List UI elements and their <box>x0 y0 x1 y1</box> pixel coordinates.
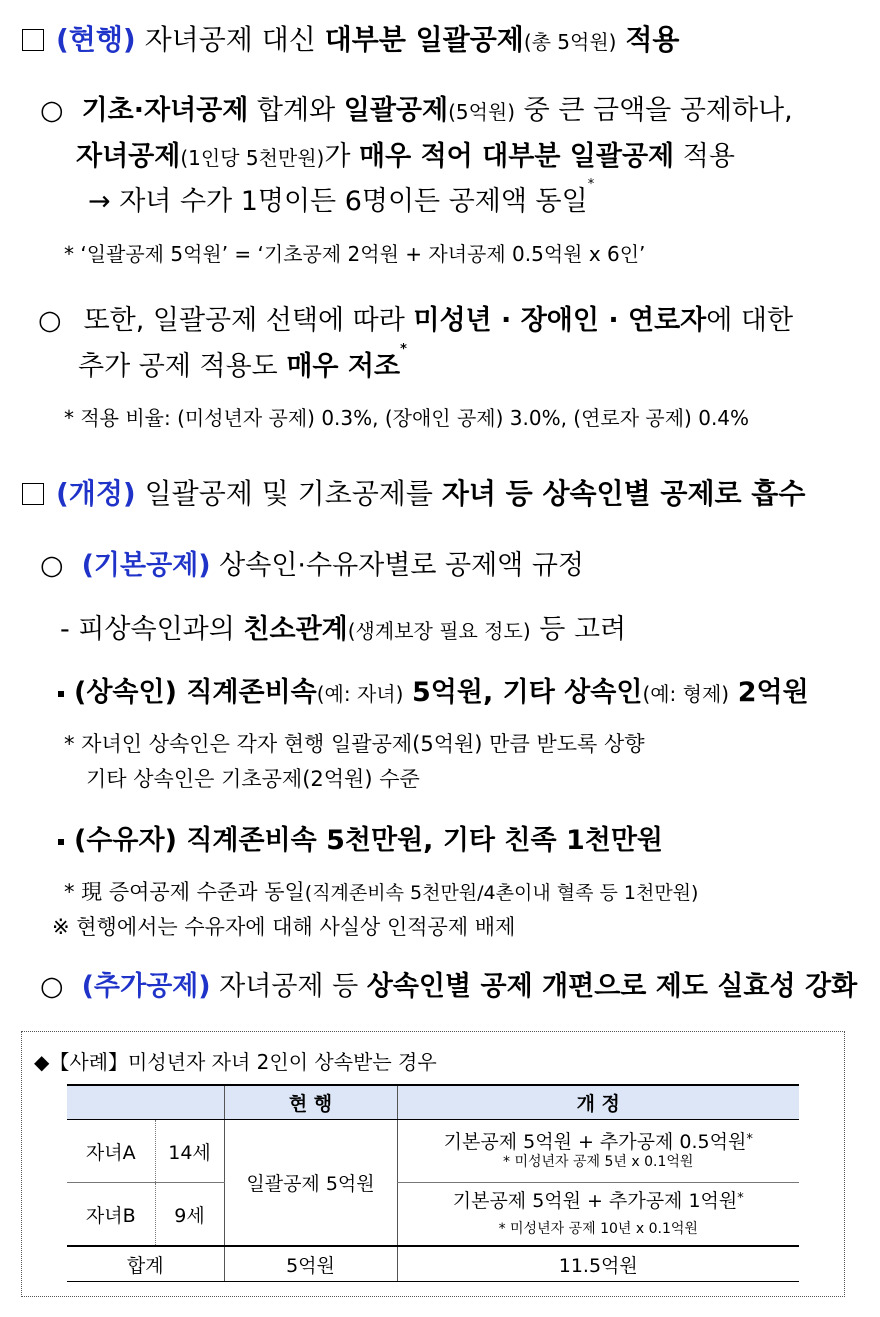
text-bold: 5억원, 기타 상속인 <box>412 677 643 708</box>
legatee-note1 <box>64 876 698 906</box>
heading-text: 일괄공제 및 기초공제를 <box>144 477 433 510</box>
text-small: (5억원) <box>448 100 516 124</box>
text-small: (생계보장 필요 정도) <box>347 619 531 643</box>
table-total-row <box>67 1246 799 1282</box>
revised-text: 기본공제 5억원 + 추가공제 0.5억원 <box>443 1131 747 1153</box>
tag-basic: (기본공제) <box>81 550 211 581</box>
child-a-revised <box>397 1120 799 1183</box>
case-title: ◆【사례】미성년자 자녀 2인이 상속받는 경우 <box>34 1050 437 1074</box>
revised-text: 기본공제 5억원 + 추가공제 1억원 <box>452 1190 738 1212</box>
total-revised: 11.5억원 <box>397 1246 799 1282</box>
section2-heading <box>22 472 805 512</box>
bullet2-line2 <box>78 344 407 383</box>
legatee-line <box>58 818 663 857</box>
child-b-revised <box>397 1183 799 1247</box>
bullet1-line3 <box>88 179 594 218</box>
heading-bold: 자녀 등 상속인별 공제로 흡수 <box>441 477 806 510</box>
circle-bullet-icon: ○ <box>40 971 64 1002</box>
footnote-mark: * <box>587 177 595 192</box>
table-row <box>67 1120 799 1183</box>
revised-note: * 미성년자 공제 10년 x 0.1억원 <box>498 1221 698 1237</box>
square-bullet-icon <box>58 839 64 845</box>
child-a-age: 14세 <box>155 1120 224 1183</box>
text: 가 <box>324 141 351 172</box>
text: 에 대한 <box>706 305 794 336</box>
circle-bullet-icon: ○ <box>40 550 64 581</box>
text-bold: 기초·자녀공제 <box>81 95 249 126</box>
text-bold: 친소관계 <box>243 614 348 645</box>
text-small: (직계존비속 5천만원/4촌이내 혈족 등 1천만원) <box>304 882 699 904</box>
text-bold: 일괄공제 <box>343 95 449 126</box>
heir-note1: * 자녀인 상속인은 각자 현행 일괄공제(5억원) 만큼 받도록 상향 <box>64 732 645 756</box>
text-bold: 자녀공제 <box>76 141 181 172</box>
heading-post: 적용 <box>625 23 680 56</box>
text-bold: 매우 적어 대부분 일괄공제 <box>359 141 675 172</box>
header-current: 현 행 <box>224 1085 397 1120</box>
circle-bullet-icon: ○ <box>40 95 64 126</box>
text-small: (예: 자녀) <box>316 682 404 706</box>
text: 적용 <box>682 141 735 172</box>
bullet2-line1 <box>38 298 793 337</box>
child-b-name: 자녀B <box>85 1204 136 1227</box>
heir-note2: 기타 상속인은 기초공제(2억원) 수준 <box>86 767 420 791</box>
basic-deduction-line <box>40 543 584 582</box>
heir-line <box>58 670 809 709</box>
checkbox-icon <box>22 483 44 505</box>
footnote-mark: * <box>746 1132 753 1147</box>
text: 추가 공제 적용도 <box>78 351 278 382</box>
square-bullet-icon <box>58 691 64 697</box>
legatee-note2: ※ 현행에서는 수유자에 대해 사실상 인적공제 배제 <box>52 915 516 939</box>
text: 등 고려 <box>539 614 627 645</box>
current-value: 일괄공제 5억원 <box>224 1120 397 1247</box>
extra-deduction-line <box>40 964 857 1003</box>
text-bold: 미성년 · 장애인 · 연로자 <box>413 305 707 336</box>
header-revised: 개 정 <box>397 1085 799 1120</box>
text-small: (1인당 5천만원) <box>180 146 325 170</box>
checkbox-icon <box>22 29 44 51</box>
revised-note: * 미성년자 공제 5년 x 0.1억원 <box>503 1154 694 1170</box>
text-bold: (상속인) 직계존비속 <box>74 677 317 708</box>
footnote-mark: * <box>737 1191 744 1206</box>
child-b-age: 9세 <box>155 1183 224 1247</box>
note1: * ‘일괄공제 5억원’ = ‘기초공제 2억원 + 자녀공제 0.5억원 x 6인’ <box>64 242 646 266</box>
child-a-name: 자녀A <box>67 1120 155 1183</box>
tag-current: (현행) <box>56 23 136 56</box>
case-example-box <box>21 1031 845 1297</box>
text: 상속인·수유자별로 공제액 규정 <box>219 550 584 581</box>
text: * 現 증여공제 수준과 동일 <box>64 880 305 904</box>
text-bold: 상속인별 공제 개편으로 제도 실효성 강화 <box>366 971 858 1002</box>
text: 자녀공제 등 <box>219 971 359 1002</box>
text-bold: 매우 저조 <box>286 351 401 382</box>
kinship-line <box>60 607 626 646</box>
case-table <box>67 1084 799 1282</box>
circle-bullet-icon: ○ <box>38 305 62 336</box>
heading-small: (총 5억원) <box>523 30 617 54</box>
tag-revised: (개정) <box>56 477 136 510</box>
total-current: 5억원 <box>224 1246 397 1282</box>
heading-text: 자녀공제 대신 <box>144 23 316 56</box>
table-header-row <box>67 1085 799 1120</box>
footnote-mark: * <box>400 342 407 357</box>
bullet1-line1 <box>40 88 793 127</box>
text: → 자녀 수가 1명이든 6명이든 공제액 동일 <box>88 186 588 217</box>
total-label: 합계 <box>67 1246 224 1282</box>
table-row <box>67 1183 799 1247</box>
bullet1-line2 <box>76 134 735 173</box>
text: - 피상속인과의 <box>60 614 235 645</box>
text: 중 큰 금액을 공제하나, <box>523 95 793 126</box>
note2: * 적용 비율: (미성년자 공제) 0.3%, (장애인 공제) 3.0%, (연로자 공제) 0.4% <box>64 406 750 430</box>
section1-heading <box>22 18 679 58</box>
text: 합계와 <box>256 95 336 126</box>
tag-extra: (추가공제) <box>81 971 211 1002</box>
text-bold: (수유자) 직계존비속 5천만원, 기타 친족 1천만원 <box>74 825 663 856</box>
heading-bold: 대부분 일괄공제 <box>324 23 524 56</box>
text: 또한, 일괄공제 선택에 따라 <box>83 305 405 336</box>
text-bold: 2억원 <box>737 677 809 708</box>
text-small: (예: 형제) <box>642 682 730 706</box>
header-blank <box>67 1085 224 1120</box>
